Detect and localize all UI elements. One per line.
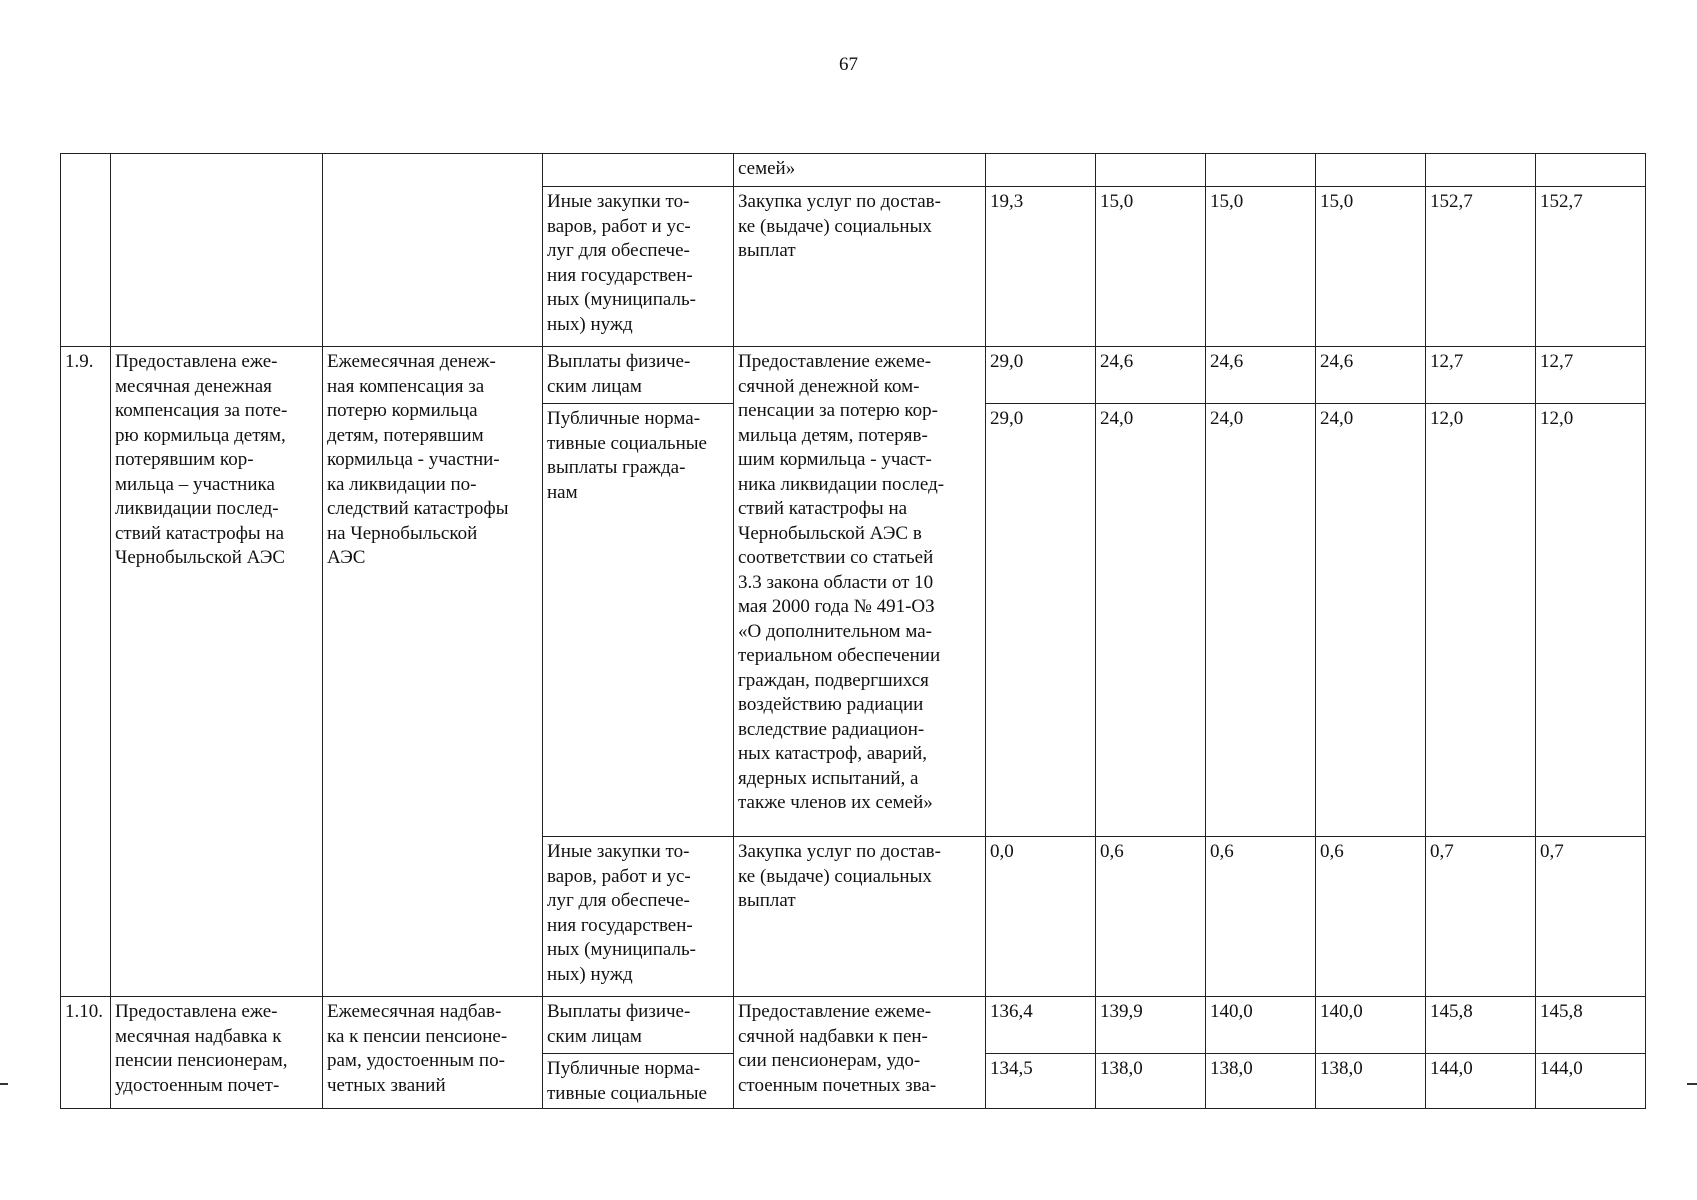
num-cell (61, 154, 111, 347)
num-cell: 1.10. (61, 997, 111, 1109)
value-cell (1426, 154, 1536, 187)
value-cell: 145,8 (1426, 997, 1536, 1054)
value-cell (1096, 154, 1206, 187)
result-cell: Предоставлена еже- месячная денежная компенсация за поте- рю кормильца детям, потерявшим кор- мильца – участника ликвидации послед- ствий катастрофы на Чернобыльской АЭС (111, 347, 323, 997)
value-cell: 138,0 (1316, 1054, 1426, 1109)
value-cell: 138,0 (1206, 1054, 1316, 1109)
type-cell: Публичные норма- тивные социальные (543, 1054, 734, 1109)
type-cell: Иные закупки то- варов, работ и ус- луг для обеспече- ния государствен- ных (муниципаль- ных) нужд (543, 187, 734, 347)
value-cell: 0,6 (1096, 837, 1206, 997)
value-cell: 138,0 (1096, 1054, 1206, 1109)
value-cell: 140,0 (1316, 997, 1426, 1054)
measure-cell (323, 154, 543, 347)
description-cell: Закупка услуг по достав- ке (выдаче) социальных выплат (734, 837, 986, 997)
table-row (61, 997, 1646, 1054)
value-cell (1536, 154, 1646, 187)
type-cell: Выплаты физиче- ским лицам (543, 347, 734, 404)
page-number: 67 (839, 54, 858, 75)
value-cell: 15,0 (1206, 187, 1316, 347)
value-cell: 144,0 (1426, 1054, 1536, 1109)
value-cell: 24,6 (1206, 347, 1316, 404)
table-row (61, 154, 1646, 187)
type-cell: Выплаты физиче- ским лицам (543, 997, 734, 1054)
value-cell: 12,7 (1426, 347, 1536, 404)
value-cell: 15,0 (1316, 187, 1426, 347)
value-cell: 12,0 (1536, 404, 1646, 837)
value-cell: 152,7 (1536, 187, 1646, 347)
value-cell: 0,7 (1426, 837, 1536, 997)
result-cell: Предоставлена еже- месячная надбавка к пенсии пенсионерам, удостоенным почет- (111, 997, 323, 1109)
value-cell: 0,6 (1206, 837, 1316, 997)
value-cell: 29,0 (986, 347, 1096, 404)
table-row (61, 347, 1646, 404)
value-cell (986, 154, 1096, 187)
value-cell: 15,0 (1096, 187, 1206, 347)
value-cell: 24,6 (1096, 347, 1206, 404)
value-cell: 144,0 (1536, 1054, 1646, 1109)
value-cell: 145,8 (1536, 997, 1646, 1054)
value-cell: 24,6 (1316, 347, 1426, 404)
description-cell: Предоставление ежеме- сячной надбавки к пен- сии пенсионерам, удо- стоенным почетных зва- (734, 997, 986, 1109)
description-cell: Предоставление ежеме- сячной денежной ком- пенсации за потерю кор- мильца детям, потеряв- шим кормильца - участ- ника ликвидации послед- ствий катастрофы на Чернобыльской АЭС в соответствии со статьей 3.3 закона области от 10 мая 2000 года № 491-ОЗ «О дополнительном ма- териальном обеспечении граждан, подвергшихся воздействию радиации вследствие радиацион- ных катастроф, аварий, ядерных испытаний, а также членов их семей» (734, 347, 986, 837)
measure-cell: Ежемесячная надбав- ка к пенсии пенсионе- рам, удостоенным по- четных званий (323, 997, 543, 1109)
type-cell: Иные закупки то- варов, работ и ус- луг для обеспече- ния государствен- ных (муниципаль- ных) нужд (543, 837, 734, 997)
budget-table (60, 153, 1646, 1109)
value-cell (1206, 154, 1316, 187)
value-cell: 29,0 (986, 404, 1096, 837)
value-cell: 136,4 (986, 997, 1096, 1054)
value-cell: 134,5 (986, 1054, 1096, 1109)
value-cell: 24,0 (1316, 404, 1426, 837)
result-cell (111, 154, 323, 347)
type-cell (543, 154, 734, 187)
value-cell: 19,3 (986, 187, 1096, 347)
value-cell: 0,6 (1316, 837, 1426, 997)
value-cell: 0,0 (986, 837, 1096, 997)
description-cell: Закупка услуг по достав- ке (выдаче) социальных выплат (734, 187, 986, 347)
value-cell: 140,0 (1206, 997, 1316, 1054)
measure-cell: Ежемесячная денеж- ная компенсация за потерю кормильца детям, потерявшим кормильца - участни- ка ликвидации по- следствий катастрофы на Чернобыльской АЭС (323, 347, 543, 997)
value-cell: 12,0 (1426, 404, 1536, 837)
value-cell: 24,0 (1206, 404, 1316, 837)
type-cell: Публичные норма- тивные социальные выплаты гражда- нам (543, 404, 734, 837)
value-cell: 152,7 (1426, 187, 1536, 347)
right-edge-mark (1687, 1083, 1697, 1085)
num-cell: 1.9. (61, 347, 111, 997)
left-edge-mark (0, 1083, 8, 1085)
value-cell: 0,7 (1536, 837, 1646, 997)
value-cell: 24,0 (1096, 404, 1206, 837)
description-cell: семей» (734, 154, 986, 187)
value-cell: 12,7 (1536, 347, 1646, 404)
value-cell: 139,9 (1096, 997, 1206, 1054)
value-cell (1316, 154, 1426, 187)
